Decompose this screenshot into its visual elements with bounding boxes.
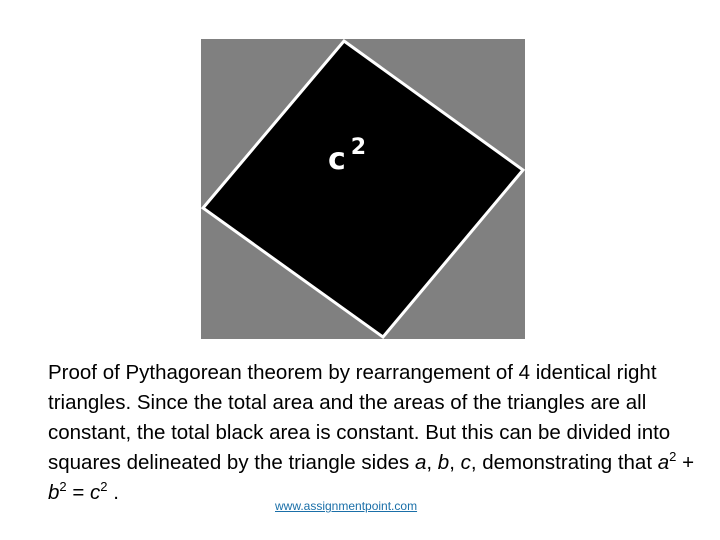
eq-c: c [90, 481, 101, 504]
pythagorean-diagram [201, 39, 525, 339]
caption-text: , demonstrating that [470, 451, 658, 474]
var-c: c [460, 451, 471, 474]
source-link[interactable]: www.assignmentpoint.com [275, 499, 418, 513]
eq-equals: = [66, 481, 91, 504]
eq-b: b [48, 481, 60, 504]
eq-a-exponent: 2 [669, 449, 677, 464]
square-label-base: c [328, 142, 346, 177]
var-b: b [437, 451, 450, 474]
eq-c-exponent: 2 [100, 479, 108, 494]
eq-plus: + [676, 451, 695, 474]
eq-a: a [657, 451, 670, 474]
square-label-exponent: 2 [350, 135, 367, 160]
caption-end: . [107, 481, 119, 504]
var-a: a [414, 451, 427, 474]
eq-b-exponent: 2 [59, 479, 67, 494]
caption-sep: , [449, 451, 461, 474]
caption-sep: , [426, 451, 438, 474]
caption-text: Proof of Pythagorean theorem by rearrangement of 4 identical right triangles. Since the total area and the areas of the triangles are all constant, the total black area is constant. But this can be divided into squares delineated by the triangle sides [48, 361, 671, 474]
caption [48, 358, 713, 508]
